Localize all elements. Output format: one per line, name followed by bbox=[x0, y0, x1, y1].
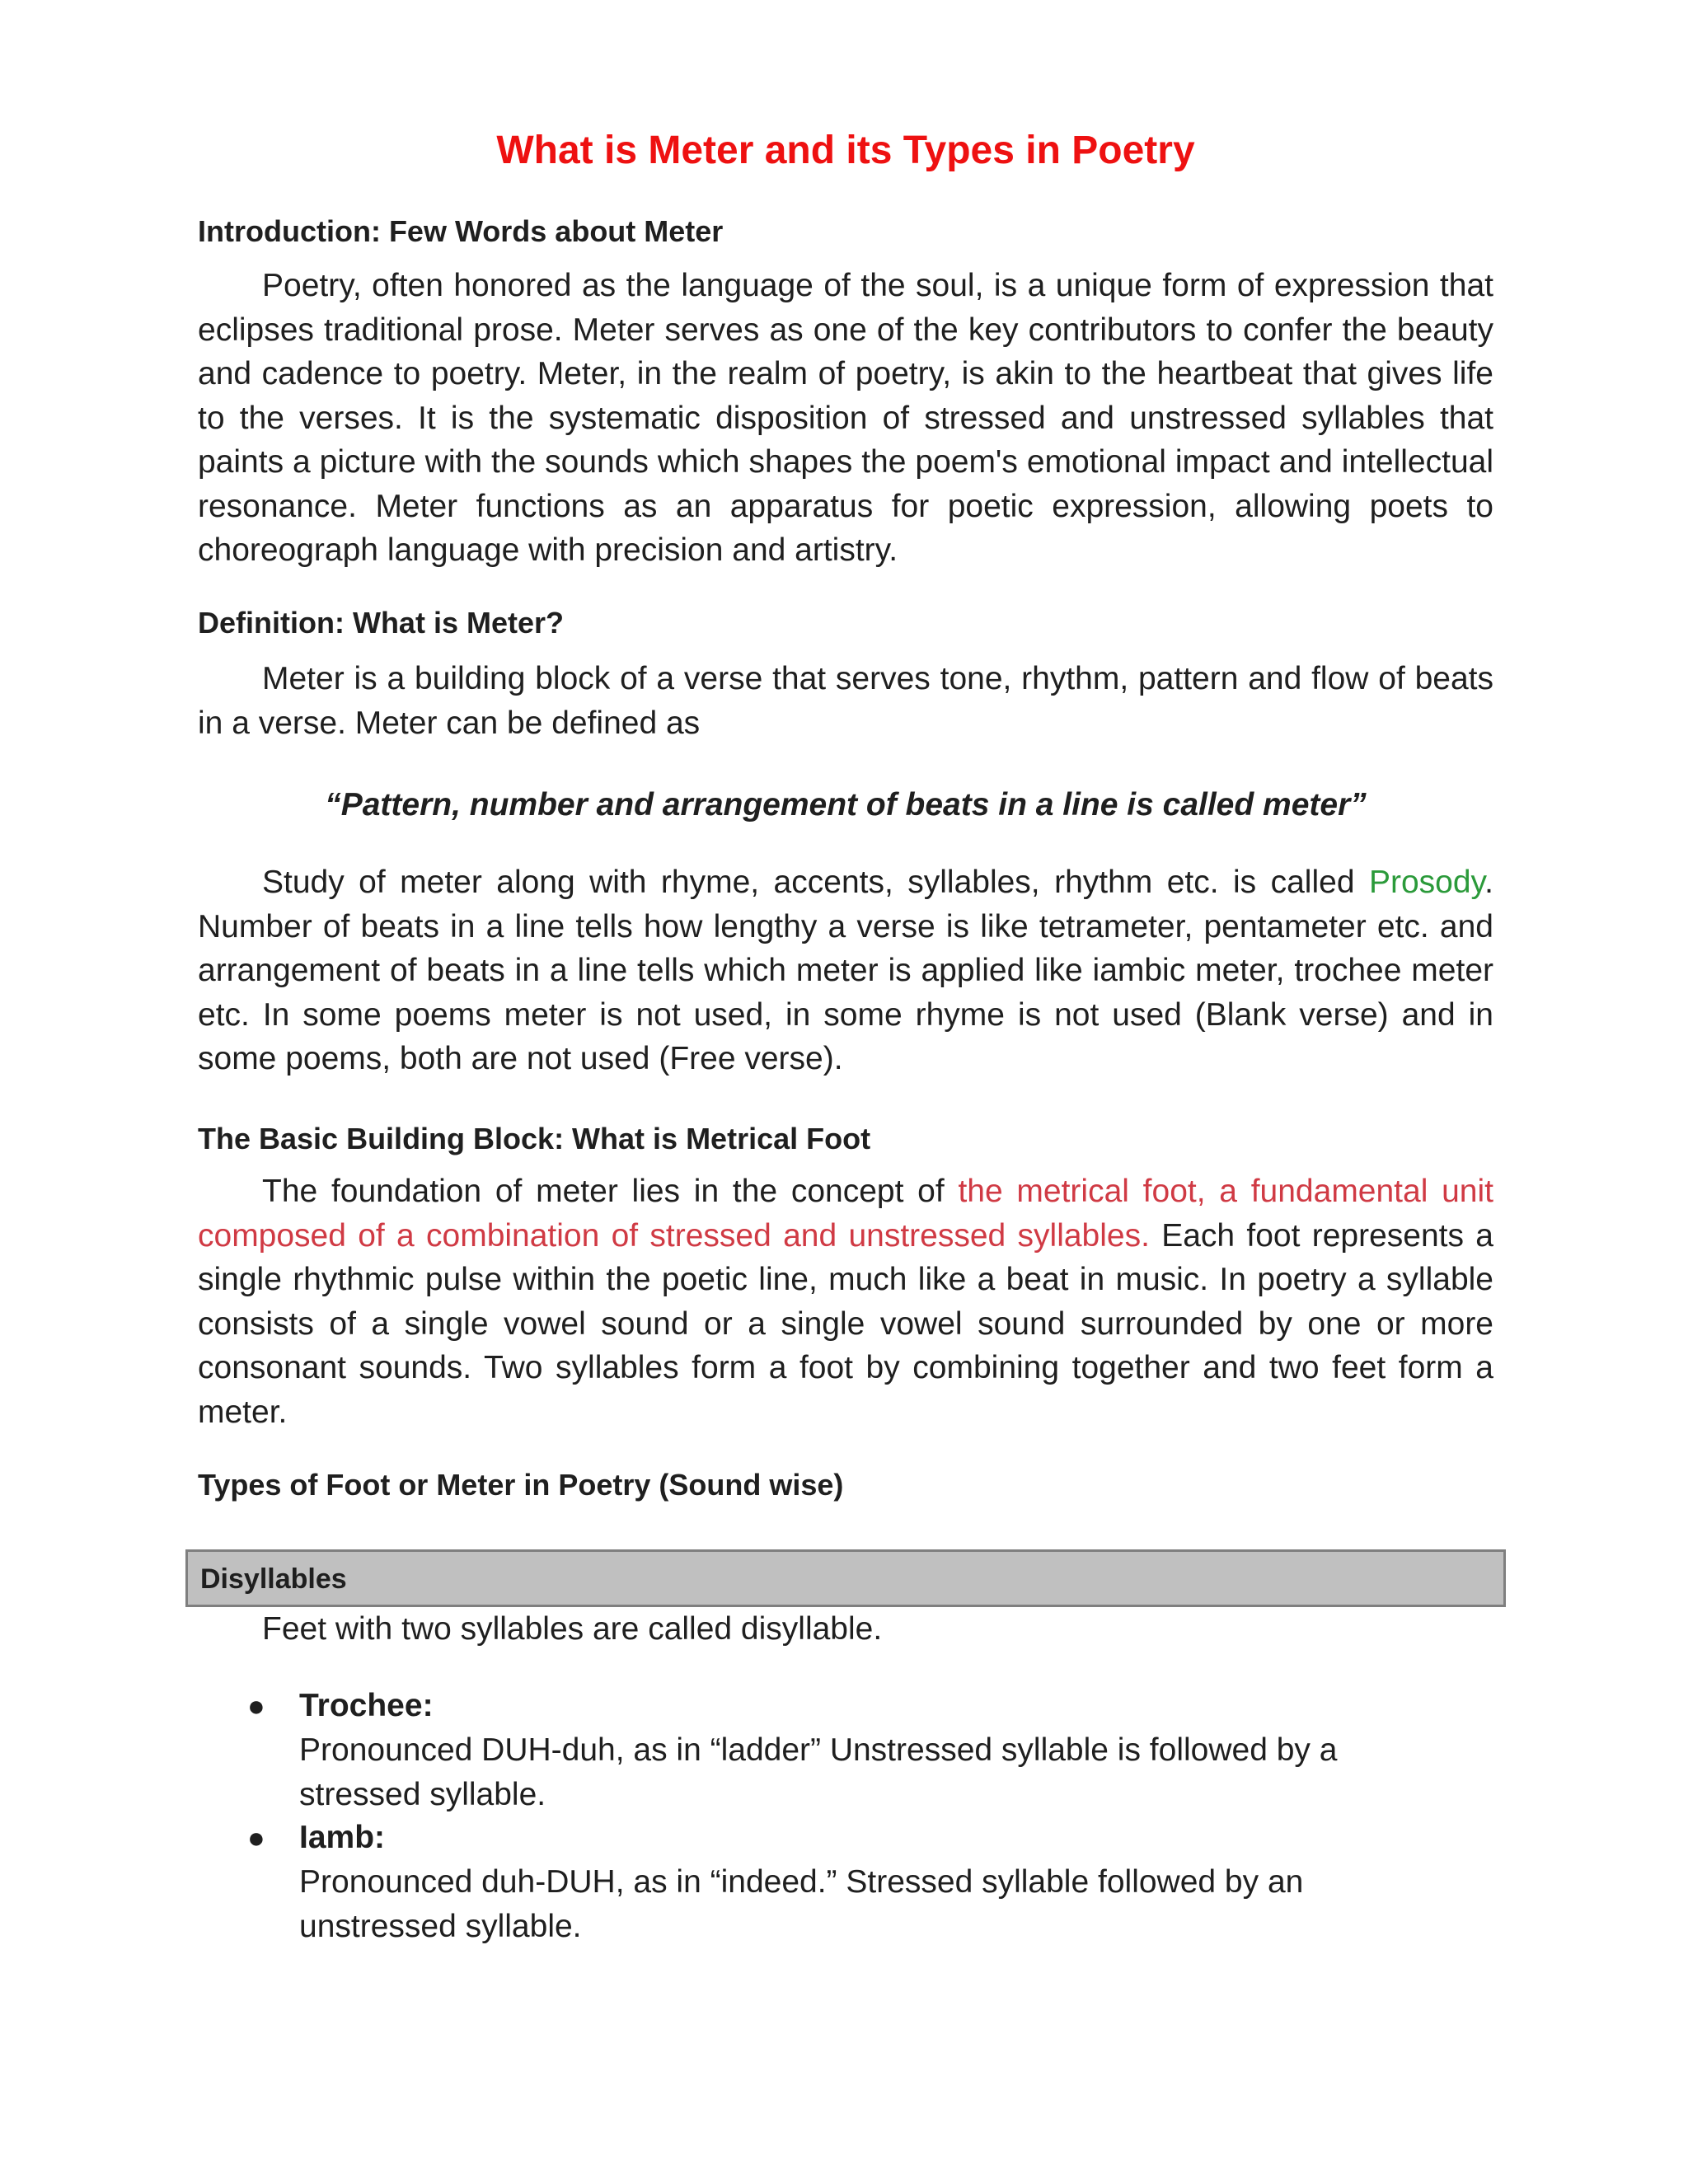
disyllable-intro: Feet with two syllables are called disyllable. bbox=[262, 1611, 883, 1647]
bullet-icon: ● bbox=[247, 1689, 265, 1722]
iamb-description: Pronounced duh-DUH, as in “indeed.” Stressed syllable followed by an unstressed syllable. bbox=[299, 1864, 1304, 1944]
definition-heading: Definition: What is Meter? bbox=[198, 606, 564, 640]
bullet-icon: ● bbox=[247, 1821, 265, 1854]
definition-paragraph: Meter is a building block of a verse that serves tone, rhythm, pattern and flow of beats in a verse. Meter can be defined as bbox=[198, 661, 1493, 741]
intro-paragraph: Poetry, often honored as the language of the soul, is a unique form of expression that eclipses traditional prose. Meter serves as one of the key contributors to confer the beauty and cadence to poetry. Meter, in the realm of poetry, is akin to the heartbeat that gives life to the verses. It is the systematic disposition of stressed and unstressed syllables that paints a picture with the sounds which shapes the poem's emotional impact and intellectual resonance. Meter functions as an apparatus for poetic expression, allowing poets to choreograph language with precision and artistry. bbox=[198, 268, 1493, 568]
foot-text-after: Each foot represents a single rhythmic pulse within the poetic line, much like a beat in music. In poetry a syllable consists of a single vowel sound or a single vowel sound surrounded by one or more consonant sounds. Two syllables form a foot by combining together and two feet form a meter. bbox=[198, 1217, 1493, 1430]
foot-text-before: The foundation of meter lies in the concept of bbox=[262, 1174, 959, 1209]
prosody-text-after: . Number of beats in a line tells how lengthy a verse is like tetrameter, pentameter etc. and arrangement of beats in a line tells which meter is applied like iambic meter, trochee meter etc. In some poems meter is not used, in some rhyme is not used (Blank verse) and in some poems, both are not used (Free verse). bbox=[198, 865, 1493, 1076]
trochee-description: Pronounced DUH-duh, as in “ladder” Unstressed syllable is followed by a stressed syllable. bbox=[299, 1732, 1338, 1812]
prosody-text-before: Study of meter along with rhyme, accents, syllables, rhythm etc. is called bbox=[262, 865, 1369, 900]
intro-heading: Introduction: Few Words about Meter bbox=[198, 214, 724, 248]
metrical-foot-heading: The Basic Building Block: What is Metrical Foot bbox=[198, 1122, 871, 1155]
trochee-title: Trochee: bbox=[299, 1688, 434, 1723]
disyllables-section-box bbox=[185, 1549, 1506, 1607]
prosody-paragraph bbox=[198, 860, 1493, 1081]
prosody-link[interactable]: Prosody bbox=[1368, 865, 1485, 900]
disyllables-label: Disyllables bbox=[200, 1563, 347, 1595]
types-heading: Types of Foot or Meter in Poetry (Sound wise) bbox=[198, 1468, 844, 1502]
page-title: What is Meter and its Types in Poetry bbox=[496, 129, 1195, 172]
meter-definition-quote: “Pattern, number and arrangement of beats in a line is called meter” bbox=[325, 787, 1367, 823]
foot-highlight: the metrical foot, a fundamental unit composed of a combination of stressed and unstressed syllables. bbox=[198, 1174, 1493, 1254]
iamb-title: Iamb: bbox=[299, 1820, 386, 1855]
metrical-foot-paragraph bbox=[198, 1169, 1493, 1434]
